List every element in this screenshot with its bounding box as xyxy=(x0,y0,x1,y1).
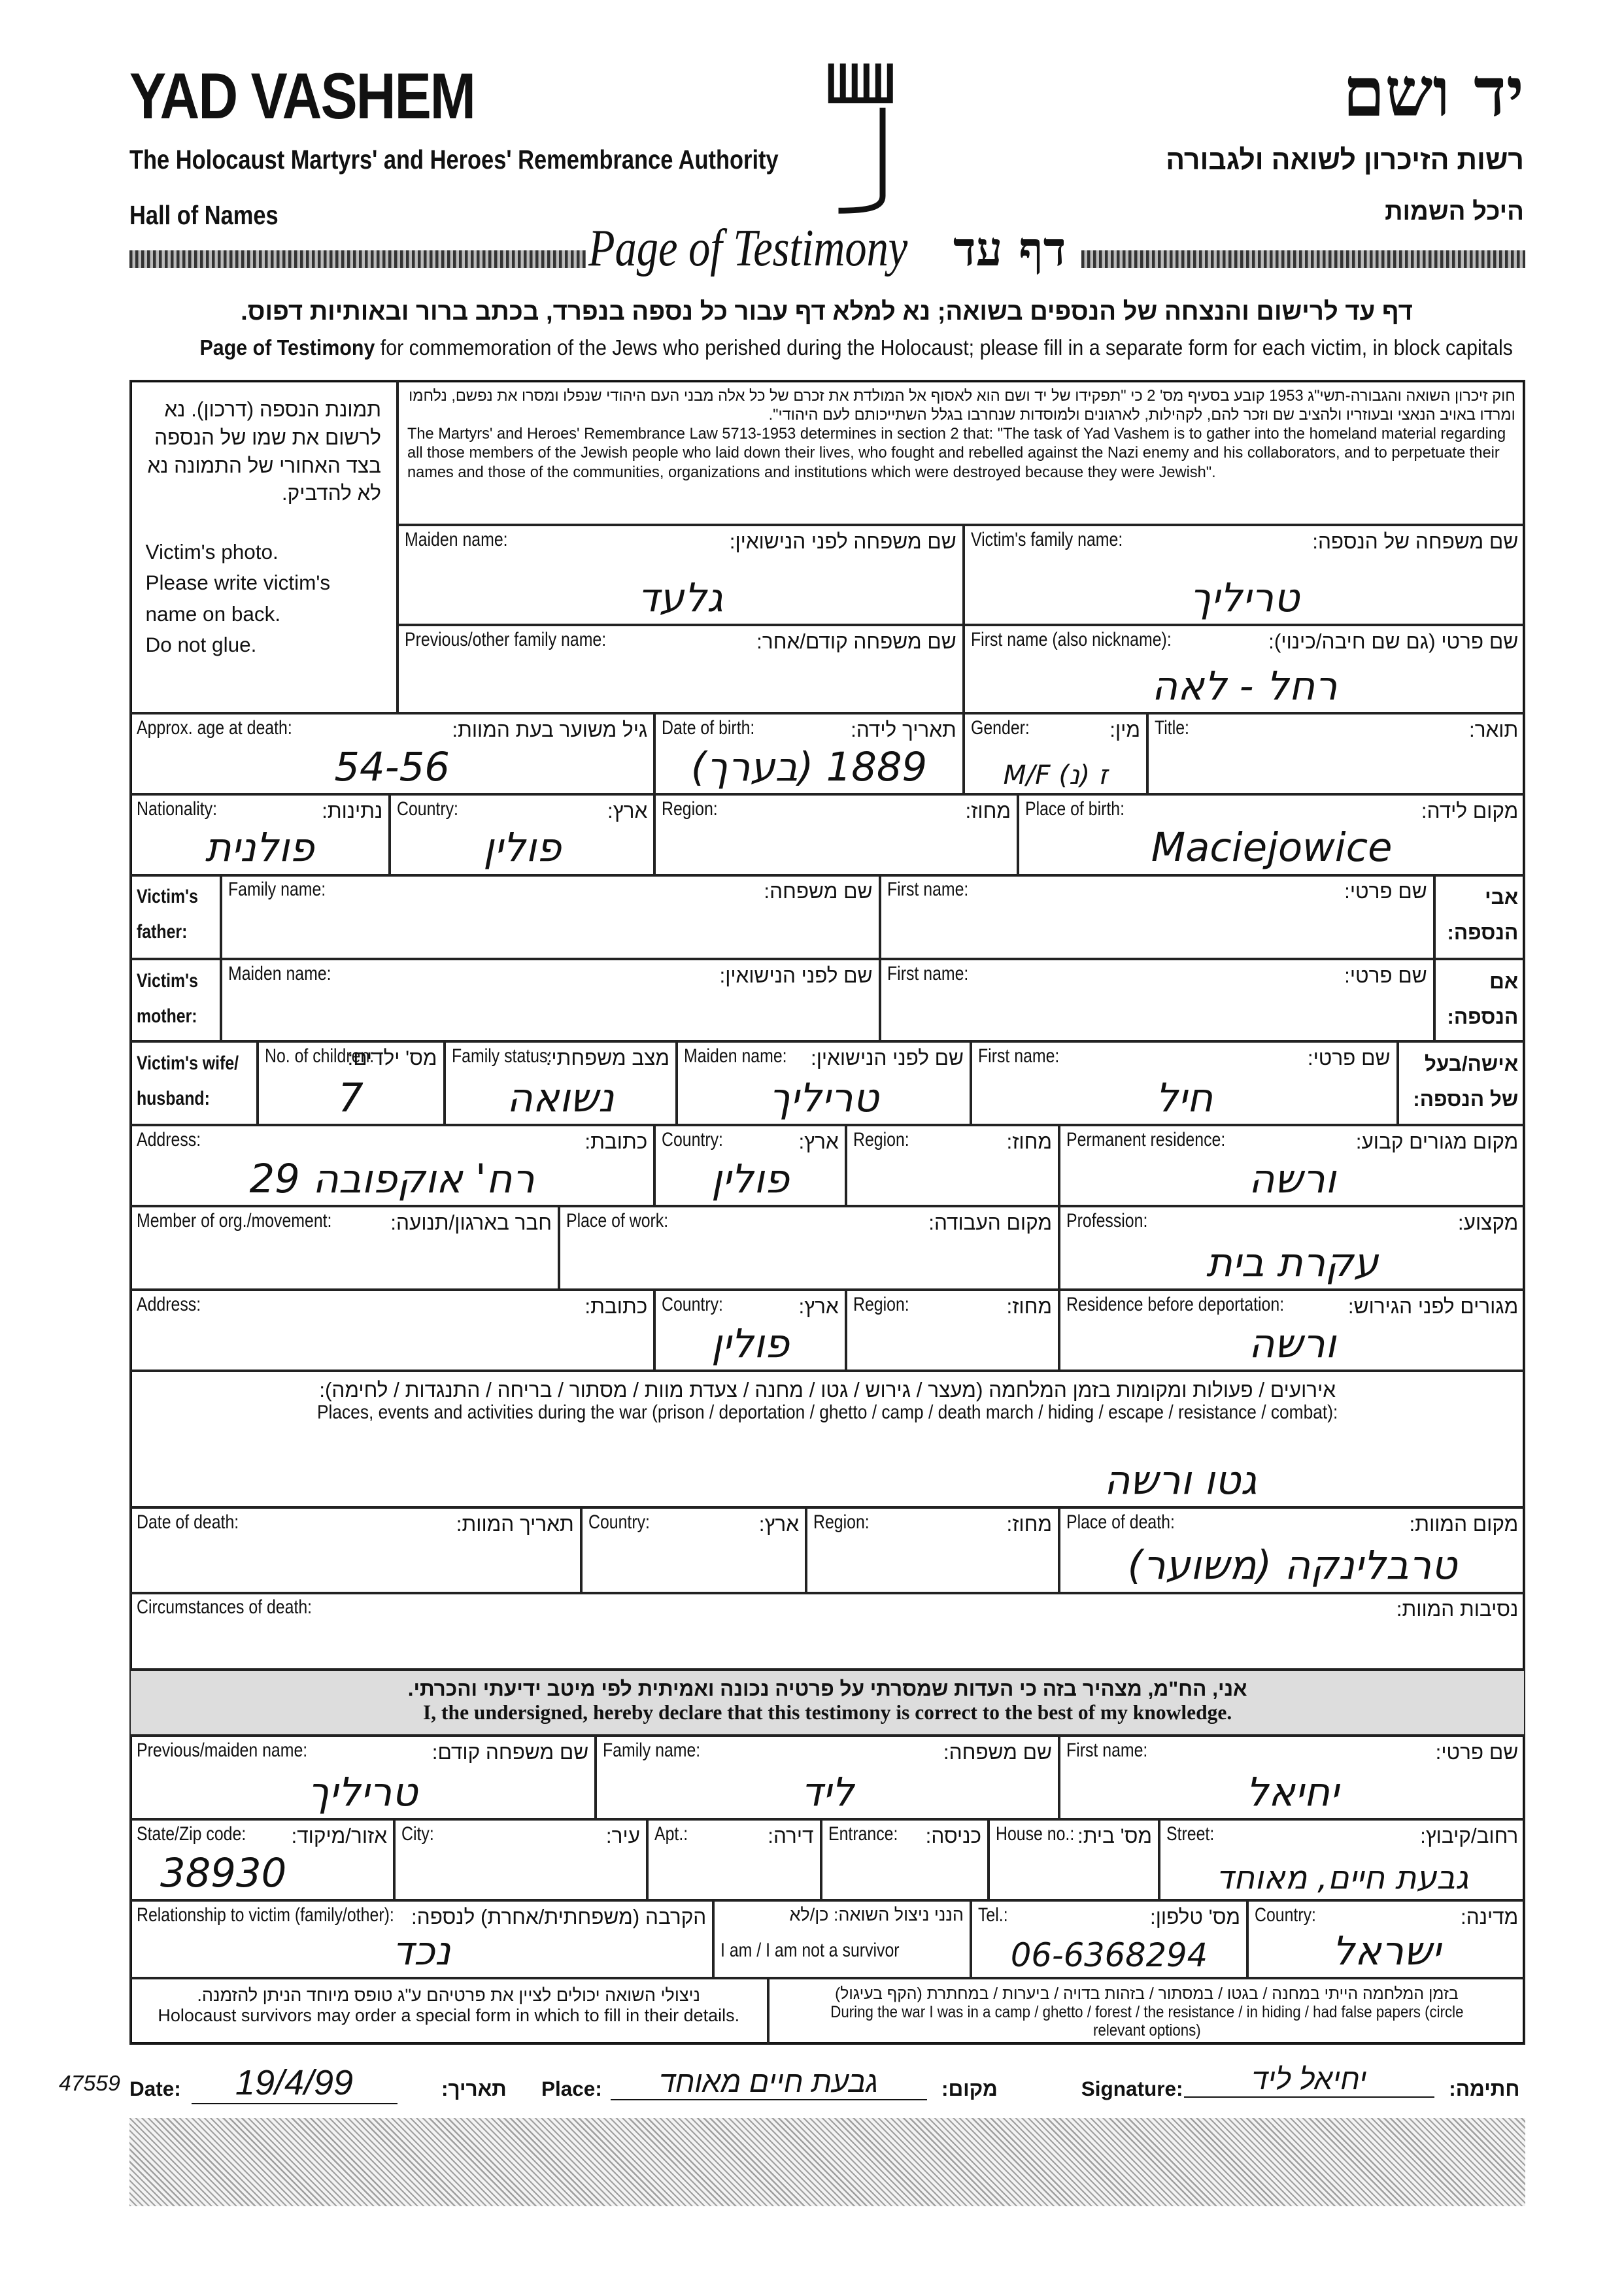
label-en: Place of death: xyxy=(1066,1511,1175,1533)
gender-field[interactable] xyxy=(964,713,1147,794)
yad-vashem-emblem-icon xyxy=(824,56,898,218)
witness-country-field[interactable] xyxy=(1247,1900,1525,1978)
label-en: Victim's father: xyxy=(137,886,198,943)
label-he: תאריך המוות: xyxy=(456,1511,574,1536)
mother-label xyxy=(129,959,221,1041)
date-of-birth-field[interactable] xyxy=(654,713,964,794)
spouse-maiden-name-field[interactable] xyxy=(677,1041,971,1125)
spouse-label-he[interactable] xyxy=(1398,1041,1526,1125)
mother-first-name-field[interactable] xyxy=(880,959,1434,1041)
region-field[interactable] xyxy=(654,794,1018,875)
label-en: Region: xyxy=(813,1511,870,1533)
label-he: שם משפחה: xyxy=(764,879,873,903)
value: יחיאל xyxy=(1245,1769,1339,1815)
declaration-en: I, the undersigned, hereby declare that this testimony is correct to the best of my knowledge. xyxy=(423,1700,1232,1724)
value: נשואה xyxy=(507,1075,615,1121)
war-status-he: בזמן המלחמה הייתי במחנה / בגטו / במסתור / בזהות בדויה / ביערות / במחתרת (הקף בעיגול) xyxy=(835,1985,1459,2004)
label-en: Member of org./movement: xyxy=(137,1210,332,1232)
label-he: נסיבות המוות: xyxy=(1396,1597,1519,1621)
org-subtitle-he: רשות הזיכרון לשואה ולגבורה xyxy=(1166,144,1524,176)
profession-field[interactable] xyxy=(1059,1206,1525,1290)
relationship-field[interactable] xyxy=(129,1900,713,1978)
label-en: Family name: xyxy=(228,879,326,901)
value: ישראל xyxy=(1332,1928,1441,1974)
nationality-field[interactable] xyxy=(129,794,390,875)
place-label-he: מקום: xyxy=(941,2077,998,2100)
signature-date[interactable]: 19/4/99 xyxy=(192,2062,398,2104)
place-of-death-field[interactable] xyxy=(1059,1507,1525,1593)
instructions-en-text: for commemoration of the Jews who perished during the Holocaust; please fill in a separate form for each victim, in block capitals xyxy=(375,335,1513,360)
victim-family-name-field[interactable] xyxy=(964,525,1526,625)
value: M/F (נ) ז xyxy=(1003,758,1108,790)
label-he: מקום העבודה: xyxy=(928,1210,1052,1234)
value: גטו ורשה xyxy=(1104,1457,1257,1504)
children-count-field[interactable] xyxy=(258,1041,445,1125)
death-region-field[interactable] xyxy=(806,1507,1059,1593)
value: פולין xyxy=(483,825,562,871)
victim-first-name-field[interactable] xyxy=(964,625,1526,713)
address-field[interactable] xyxy=(129,1125,654,1206)
value: ליד xyxy=(800,1769,854,1815)
label-en: Title: xyxy=(1155,717,1189,739)
label-he: מחוז: xyxy=(1006,1294,1052,1318)
declaration-he: אני, הח"מ, מצהיר בזה כי העדות שמסרתי על פרטיה נכונה ואמיתית לפי מיטב ידיעתי והכרתי. xyxy=(407,1676,1247,1700)
law-text xyxy=(398,380,1526,526)
label-he: מס' ילדים: xyxy=(347,1045,437,1069)
place-of-birth-field[interactable] xyxy=(1018,794,1525,875)
label-he: שם פרטי: xyxy=(1344,963,1427,987)
value: טריליך xyxy=(307,1769,418,1815)
label-en: Tel.: xyxy=(978,1904,1008,1926)
signature-label-he: חתימה: xyxy=(1449,2077,1520,2100)
value: טריליך xyxy=(768,1075,879,1121)
label-he: שם פרטי: xyxy=(1435,1740,1519,1764)
street-field[interactable] xyxy=(1159,1819,1525,1900)
date-label: Date: xyxy=(129,2077,181,2100)
label-he: שם פרטי: xyxy=(1344,879,1427,903)
label-en: Address: xyxy=(137,1129,201,1151)
date-of-death-field[interactable] xyxy=(129,1507,581,1593)
label-en: Victim's wife/ husband: xyxy=(137,1052,239,1109)
father-first-name-field[interactable] xyxy=(880,875,1434,959)
label-he: שם משפחה קודם: xyxy=(431,1740,589,1764)
family-status-field[interactable] xyxy=(445,1041,677,1125)
residence-before-deportation-field[interactable] xyxy=(1059,1290,1525,1371)
photo-write-name: Please write victim's name on back. xyxy=(145,571,331,626)
value: חיל xyxy=(1155,1075,1213,1121)
value: טרבלינקה (משוער) xyxy=(1127,1543,1457,1589)
label-en: Country: xyxy=(1255,1904,1316,1926)
value: פולין xyxy=(711,1320,790,1367)
label-he: גיל משוער בעת המוות: xyxy=(452,717,648,741)
photo-area[interactable] xyxy=(129,380,398,714)
label-he: הקרבה (משפחתית/אחרת) לנספה: xyxy=(411,1904,707,1928)
label-en: Region: xyxy=(853,1294,909,1315)
value: 06-6368294 xyxy=(1010,1936,1208,1974)
org-name-he: יד ושם xyxy=(1342,53,1524,132)
label-en: Permanent residence: xyxy=(1066,1129,1226,1151)
label-he: מס' בית: xyxy=(1077,1823,1152,1847)
label-he: דירה: xyxy=(768,1823,814,1847)
label-en: Date of death: xyxy=(137,1511,239,1533)
header-band-left xyxy=(129,250,586,268)
label-en: Maiden name: xyxy=(684,1045,787,1067)
label-he: כתובת: xyxy=(584,1294,648,1318)
label-he: שם פרטי (גם שם חיבה/כינוי): xyxy=(1268,629,1519,653)
label-he: חבר בארגון/תנועה: xyxy=(390,1210,552,1234)
war-status-en: During the war I was in a camp / ghetto / forest / the resistance / in hiding / had false papers (circle relevant options) xyxy=(830,2004,1463,2040)
country-field[interactable] xyxy=(390,794,654,875)
label-he: אם הנספה: xyxy=(1447,969,1519,1028)
label-he: מקצוע: xyxy=(1457,1210,1519,1234)
label-en: Country: xyxy=(662,1294,724,1315)
label-en: Entrance: xyxy=(828,1823,898,1845)
label-en: Region: xyxy=(853,1129,909,1151)
instructions-he: דף עד לרישום והנצחה של הנספים בשואה; נא למלא דף עבור כל נספה בנפרד, בכתב ברור ובאותיות דפוס. xyxy=(241,297,1413,326)
survivors-note xyxy=(129,1978,768,2044)
date-label-he: תאריך: xyxy=(441,2077,507,2100)
label-en: City: xyxy=(401,1823,434,1845)
label-he: מחוז: xyxy=(1006,1511,1052,1536)
label-en: Region: xyxy=(662,798,718,820)
value: 7 xyxy=(338,1075,364,1121)
circumstances-of-death-field[interactable] xyxy=(129,1593,1525,1670)
label-en: Family name: xyxy=(603,1740,701,1761)
signature-place[interactable]: גבעת חיים מאוחד xyxy=(611,2065,927,2100)
entrance-field[interactable] xyxy=(821,1819,989,1900)
instructions-en xyxy=(199,335,1513,361)
label-en: Residence before deportation: xyxy=(1066,1294,1285,1315)
label-he: אירועים / פעולות ומקומות בזמן המלחמה (מעצר / גירוש / גטו / מחנה / צעדת מוות / מסתור / בריחה / התנגדות / לחימה): xyxy=(319,1378,1336,1402)
place-label: Place: xyxy=(541,2077,602,2100)
witness-previous-name-field[interactable] xyxy=(129,1736,596,1819)
label-en: Nationality: xyxy=(137,798,217,820)
label-en: Places, events and activities during the war (prison / deportation / ghetto / camp / death march / hiding / escape / resistance / combat): xyxy=(316,1402,1338,1423)
age-at-death-field[interactable] xyxy=(129,713,654,794)
label-en: First name: xyxy=(1066,1740,1148,1761)
value: ורשה xyxy=(1248,1320,1336,1367)
hall-of-names-he: היכל השמות xyxy=(1385,197,1524,226)
photo-instructions-he: תמונת הנספה (דרכון). נא לרשום את שמו של הנספה בצד האחורי של התמונה נא לא להדביק. xyxy=(147,397,381,505)
label-en: Country: xyxy=(588,1511,650,1533)
label-he: אישה/בעל של הנספה: xyxy=(1413,1051,1519,1111)
label-he: מקום לידה: xyxy=(1421,798,1519,822)
place-of-work-field[interactable] xyxy=(559,1206,1059,1290)
label-he: שם משפחה לפני הנישואין: xyxy=(729,529,956,553)
value: 54-56 xyxy=(334,744,450,790)
value: גבעת חיים, מאוחד xyxy=(1215,1858,1469,1896)
declaration xyxy=(129,1670,1525,1736)
value: 38930 xyxy=(160,1850,287,1896)
label-he: ארץ: xyxy=(798,1294,839,1318)
value: רח' אוקפובה 29 xyxy=(249,1156,535,1202)
father-family-name-field[interactable] xyxy=(221,875,880,959)
label-he: מקום מגורים קבוע: xyxy=(1355,1129,1519,1153)
footer-noise-band xyxy=(129,2118,1525,2206)
label-en: Circumstances of death: xyxy=(137,1597,313,1619)
value: רחל - לאה xyxy=(1151,663,1338,709)
address-region-field[interactable] xyxy=(846,1125,1059,1206)
label-he: אבי הנספה: xyxy=(1447,885,1519,945)
label-he: מקום המוות: xyxy=(1409,1511,1519,1536)
label-en: Maiden name: xyxy=(404,529,508,550)
label-he: מגורים לפני הגירוש: xyxy=(1347,1294,1519,1318)
form-title-en: Page of Testimony xyxy=(588,218,908,277)
mother-label-he xyxy=(1434,959,1526,1041)
label-en: Place of birth: xyxy=(1025,798,1125,820)
label-he: נתינות: xyxy=(322,798,383,822)
label-en: Gender: xyxy=(970,717,1030,739)
label-en: No. of children: xyxy=(264,1045,374,1067)
telephone-field[interactable] xyxy=(971,1900,1247,1978)
address-2-country-field[interactable] xyxy=(654,1290,846,1371)
label-he: כניסה: xyxy=(925,1823,981,1847)
signature-label: Signature: xyxy=(1081,2077,1183,2100)
label-he: שם לפני הנישואין: xyxy=(719,963,873,987)
label-he: מין: xyxy=(1109,717,1140,741)
label-he: שם משפחה של הנספה: xyxy=(1312,529,1519,553)
org-subtitle-en: The Holocaust Martyrs' and Heroes' Remembrance Authority xyxy=(129,144,779,175)
label-en: House no.: xyxy=(996,1823,1075,1845)
label-en: Place of work: xyxy=(566,1210,669,1232)
label-en: Previous/maiden name: xyxy=(137,1740,308,1761)
instructions-en-bold: Page of Testimony xyxy=(199,335,375,360)
law-text-he: חוק זיכרון השואה והגבורה-תשי"ג 1953 קובע בסעיף מס' 2 כי "תפקידו של יד ושם הוא לאסוף אל המולדת את זכרם של כל אלה מבני העם היהודי שנפלו ומסרו את נפשם, נלחמו ומרדו באויב הנאצי ובעוזריו ולהציב שם וזכר להם, לקהילות, לארגונים ולמוסדות שנחרבו בגלל השתייכותם לעם היהודי". xyxy=(409,387,1515,424)
header-band-right xyxy=(1081,250,1526,268)
photo-label: Victim's photo. xyxy=(145,540,279,563)
witness-family-name-field[interactable] xyxy=(596,1736,1059,1819)
label-he: מצב משפחתי: xyxy=(545,1045,669,1069)
address-country-field[interactable] xyxy=(654,1125,846,1206)
value: פולנית xyxy=(205,825,314,871)
witness-first-name-field[interactable] xyxy=(1059,1736,1525,1819)
label-he: תאריך לידה: xyxy=(851,717,956,741)
survivor-status-field[interactable] xyxy=(713,1900,971,1978)
label-en: First name (also nickname): xyxy=(970,629,1172,650)
member-org-field[interactable] xyxy=(129,1206,559,1290)
value: נכד xyxy=(392,1928,451,1974)
label-en: Family status: xyxy=(451,1045,552,1067)
label-he: שם משפחה קודם/אחר: xyxy=(756,629,956,653)
label-he: שם משפחה: xyxy=(943,1740,1052,1764)
label-he: ארץ: xyxy=(798,1129,839,1153)
survivors-note-he: ניצולי השואה יכולים לציין את פרטיהם ע"ג טופס מיוחד הניתן להזמנה. xyxy=(197,1985,701,2006)
label-he: תואר: xyxy=(1468,717,1519,741)
zip-code-field[interactable] xyxy=(129,1819,394,1900)
hall-of-names-en: Hall of Names xyxy=(129,200,279,230)
maiden-name-field[interactable] xyxy=(398,525,964,625)
label-en: Date of birth: xyxy=(662,717,755,739)
label-he: שם פרטי: xyxy=(1307,1045,1391,1069)
label-en: First name: xyxy=(887,879,968,901)
label-en: Approx. age at death: xyxy=(137,717,292,739)
label-en: Relationship to victim (family/other): xyxy=(137,1904,394,1926)
label-en: Apt.: xyxy=(654,1823,688,1845)
label-he: עיר: xyxy=(605,1823,640,1847)
label-he: כתובת: xyxy=(584,1129,648,1153)
value: גלעד xyxy=(637,575,723,621)
value: טריליך xyxy=(1189,575,1300,621)
death-country-field[interactable] xyxy=(581,1507,806,1593)
city-field[interactable] xyxy=(394,1819,647,1900)
label-he: מחוז: xyxy=(965,798,1011,822)
org-name-en: YAD VASHEM xyxy=(129,59,475,132)
permanent-residence-field[interactable] xyxy=(1059,1125,1525,1206)
label-en: Maiden name: xyxy=(228,963,331,984)
mother-maiden-name-field[interactable] xyxy=(221,959,880,1041)
value: ורשה xyxy=(1248,1156,1336,1202)
value: Maciejowice xyxy=(1151,825,1393,871)
spouse-label xyxy=(129,1041,258,1125)
label-en: I am / I am not a survivor xyxy=(720,1940,900,1961)
label-he: אזור/מיקוד: xyxy=(291,1823,387,1847)
form-title-he: דף עד xyxy=(953,220,1066,277)
address-2-field[interactable] xyxy=(129,1290,654,1371)
war-events-field[interactable] xyxy=(129,1371,1525,1507)
reference-number: 47559 xyxy=(59,2071,120,2096)
label-en: First name: xyxy=(978,1045,1060,1067)
value: (בערך) 1889 xyxy=(690,744,928,790)
label-he: הנני ניצול השואה: כן/לא xyxy=(789,1904,964,1925)
label-en: Profession: xyxy=(1066,1210,1148,1232)
label-en: Victim's mother: xyxy=(137,970,198,1027)
war-status-options[interactable] xyxy=(768,1978,1526,2044)
photo-do-not-glue: Do not glue. xyxy=(145,632,257,656)
label-he: מס' טלפון: xyxy=(1149,1904,1240,1928)
label-he: מדינה: xyxy=(1460,1904,1519,1928)
apt-field[interactable] xyxy=(647,1819,821,1900)
label-he: רחוב/קיבוץ: xyxy=(1420,1823,1519,1847)
label-en: State/Zip code: xyxy=(137,1823,246,1845)
label-en: Country: xyxy=(662,1129,724,1151)
father-label-he xyxy=(1434,875,1526,959)
label-en: Country: xyxy=(397,798,459,820)
previous-family-name-field[interactable] xyxy=(398,625,964,713)
label-he: שם לפני הנישואין: xyxy=(810,1045,964,1069)
address-2-region-field[interactable] xyxy=(846,1290,1059,1371)
label-en: Victim's family name: xyxy=(970,529,1123,550)
label-he: ארץ: xyxy=(607,798,648,822)
value: עקרת בית xyxy=(1206,1239,1379,1286)
title-field[interactable] xyxy=(1147,713,1525,794)
label-en: First name: xyxy=(887,963,968,984)
father-label xyxy=(129,875,221,959)
spouse-first-name-field[interactable] xyxy=(971,1041,1398,1125)
label-en: Street: xyxy=(1166,1823,1215,1845)
label-he: מחוז: xyxy=(1006,1129,1052,1153)
law-text-en: The Martyrs' and Heroes' Remembrance Law 5713-1953 determines in section 2 that: "The task of Yad Vashem is to gather into the homeland material regarding all those members of the Jewish people who laid down their lives, who fought and rebelled against the Nazi enemy and his collaborators, and to perpetuate their names and those of the communities, organizations and institutions which were destroyed because they were Jewish". xyxy=(407,426,1506,481)
signature[interactable]: יחיאל ליד xyxy=(1184,2062,1434,2098)
value: פולין xyxy=(711,1156,790,1202)
house-number-field[interactable] xyxy=(989,1819,1159,1900)
survivors-note-en: Holocaust survivors may order a special form in which to fill in their details. xyxy=(158,2006,740,2026)
label-en: Previous/other family name: xyxy=(404,629,606,650)
label-he: ארץ: xyxy=(758,1511,799,1536)
label-en: Address: xyxy=(137,1294,201,1315)
